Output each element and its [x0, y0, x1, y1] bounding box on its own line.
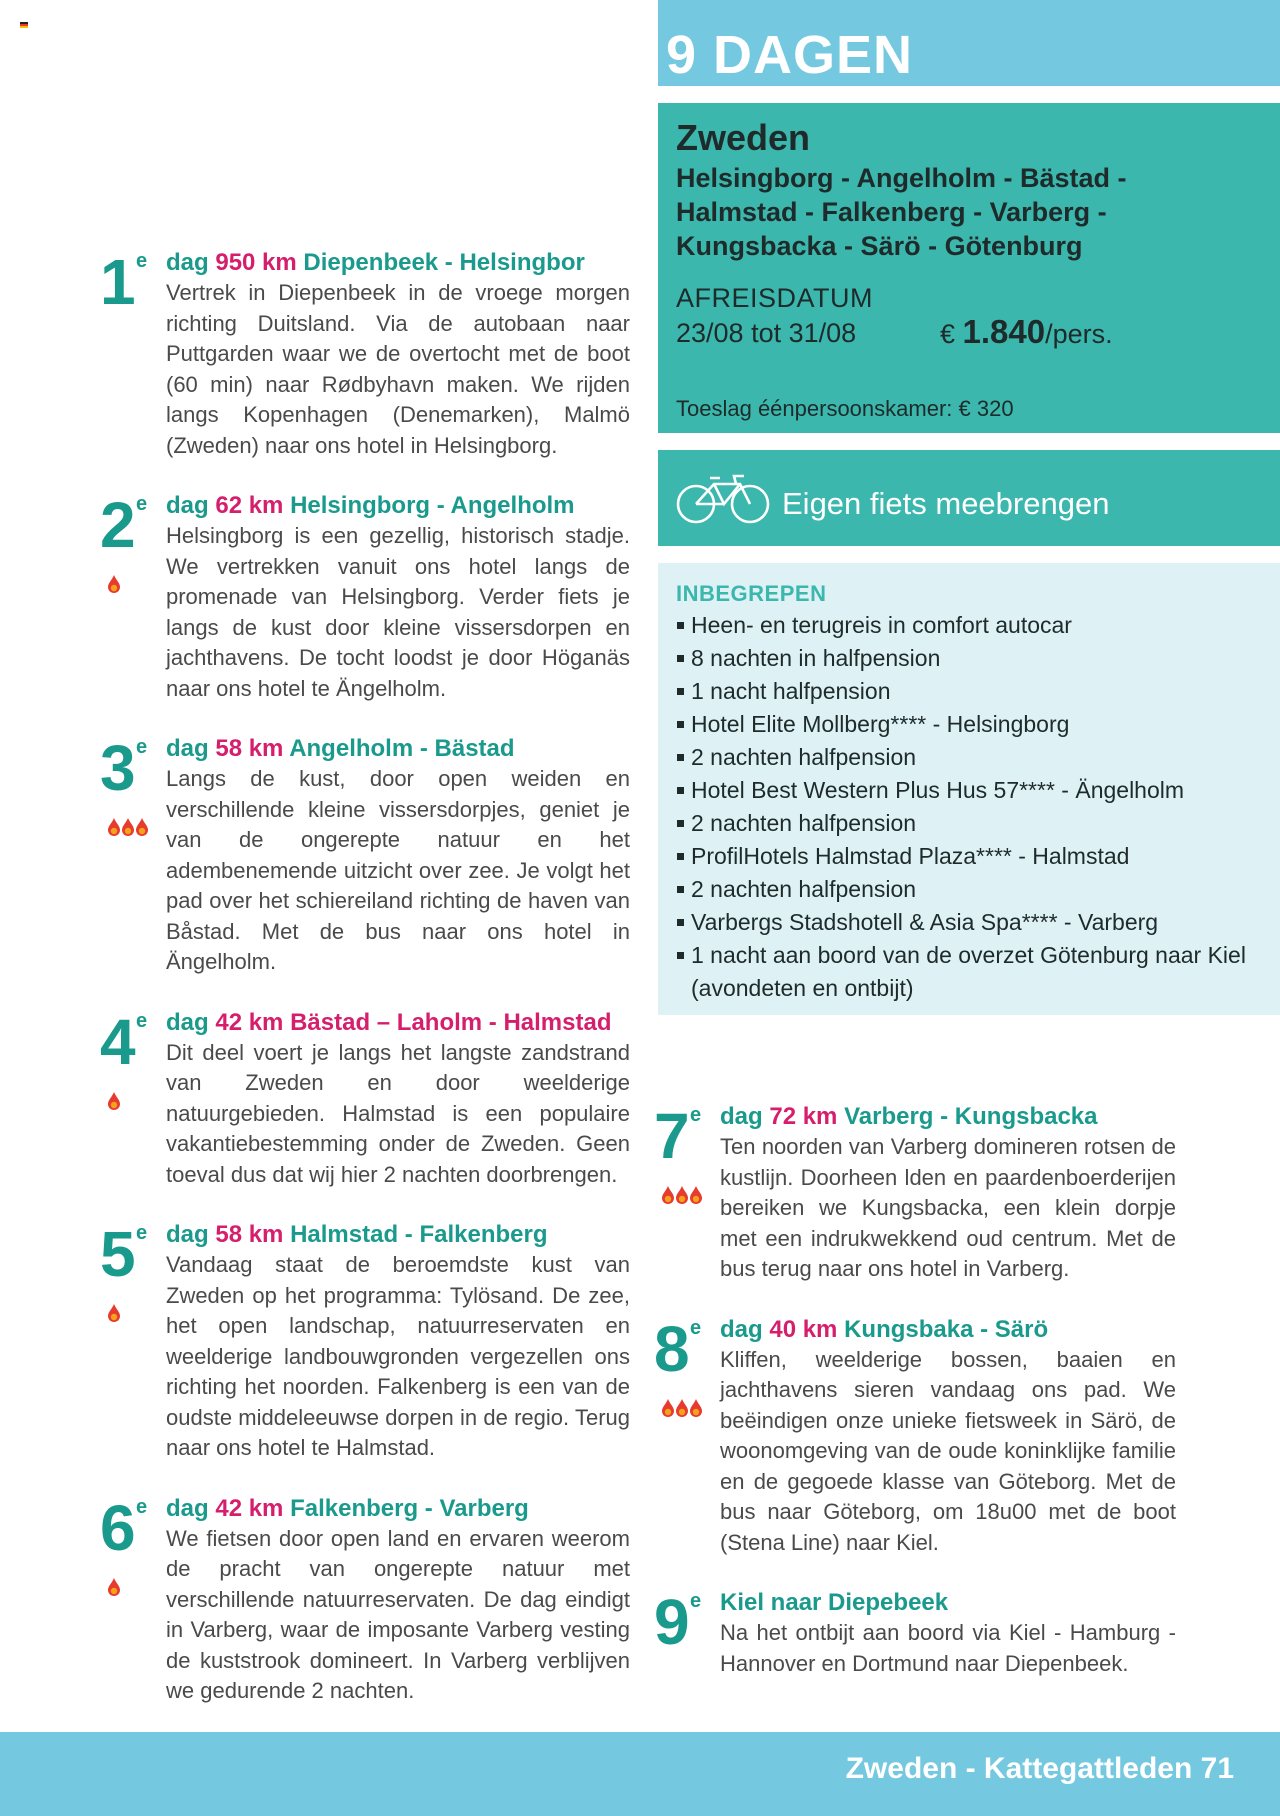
included-item: 2 nachten halfpension: [676, 873, 1276, 906]
day-word: dag: [166, 1221, 209, 1248]
difficulty-rating: [108, 1578, 120, 1596]
day-route: Bästad – Laholm - Halmstad: [290, 1008, 612, 1036]
included-item: 1 nacht halfpension: [676, 675, 1276, 708]
day-suffix: e: [136, 493, 148, 515]
day-description: Na het ontbijt aan boord via Kiel - Hamburg - Hannover en Dortmund naar Diepenbeek.: [720, 1620, 1176, 1676]
flame-icon: [676, 1186, 688, 1204]
day-suffix: e: [690, 1104, 702, 1126]
footer-label: Zweden - Kattegattleden 71: [845, 1752, 1234, 1785]
day-route: Kungsbaka - Särö: [844, 1315, 1049, 1343]
day-suffix: e: [690, 1590, 702, 1612]
day-description: Vertrek in Diepenbeek in de vroege morgen richting Duitsland. Via de autobaan naar Puttgarden waar we de overtocht met de boot (60 min) naar Rødbyhavn maken. We rijden langs Kopenhagen (Denemarken), Malmö (Zweden) naar ons hotel in Helsingborg.: [166, 280, 630, 458]
included-list: [676, 609, 1276, 1005]
day-description: We fietsen door open land en ervaren weerom de pracht van ongerepte natuur met verschillende natuurreservaten. De dag eindigt in Varberg, waar de imposante Varberg vesting de kuststrook domineert. In Varberg verblijven we gedurende 2 nachten.: [166, 1525, 630, 1703]
day-block: [100, 248, 630, 461]
included-heading: INBEGREPEN: [676, 581, 827, 606]
day-number: 6: [100, 1491, 134, 1564]
day-number: 1: [100, 246, 134, 318]
days-banner: [658, 0, 1280, 86]
day-word: dag: [720, 1103, 763, 1130]
included-item: Varbergs Stadshotell & Asia Spa**** - Varberg: [676, 906, 1276, 939]
day-route: Helsingborg - Angelholm: [290, 492, 575, 519]
flame-icon: [662, 1399, 674, 1417]
route-list: Helsingborg - Angelholm - Bästad - Halmstad - Falkenberg - Varberg - Kungsbacka - Särö - Götenburg: [676, 163, 1127, 261]
day-route: Angelholm - Bästad: [289, 735, 515, 762]
day-distance: 58 km: [215, 735, 284, 762]
included-item: ProfilHotels Halmstad Plaza**** - Halmstad: [676, 840, 1276, 873]
day-number: 2: [100, 489, 134, 561]
day-block: [100, 491, 630, 704]
day-word: dag: [166, 249, 209, 276]
day-heading: [166, 491, 630, 521]
included-item: 1 nacht aan boord van de overzet Götenburg naar Kiel (avondeten en ontbijt): [676, 939, 1276, 1005]
included-box: [658, 563, 1280, 1015]
flame-icon: [122, 818, 134, 836]
day-word: dag: [166, 1008, 209, 1036]
day-route: Varberg - Kungsbacka: [844, 1103, 1098, 1130]
day-distance: 40 km: [769, 1315, 838, 1343]
day-heading: [166, 1494, 630, 1524]
day-route: Kiel naar Diepebeek: [720, 1589, 949, 1616]
day-heading: [166, 1008, 630, 1038]
day-number: 4: [100, 1005, 134, 1078]
day-block: [654, 1312, 1176, 1559]
day-description: Ten noorden van Varberg domineren rotsen de kustlijn. Doorheen lden en paardenboerderijen bereiken we Kungsbacka, een klein dorpje met een indrukwekkend oud centrum. Met de bus terug naar ons hotel in Varberg.: [720, 1134, 1176, 1281]
flame-icon: [676, 1399, 688, 1417]
day-heading: [720, 1588, 1176, 1618]
single-supplement: Toeslag éénpersoonskamer: € 320: [676, 396, 1014, 421]
day-heading: [720, 1102, 1176, 1132]
day-heading: [720, 1315, 1176, 1345]
day-number: 5: [100, 1218, 134, 1290]
day-suffix: e: [690, 1316, 702, 1339]
flame-icon: [108, 818, 120, 836]
bicycle-icon: [676, 470, 770, 531]
flame-icon: [690, 1186, 702, 1204]
day-description: Vandaag staat de beroemdste kust van Zweden op het programma: Tylösand. De zee, het open landschap, natuurreservaten en weelderige landbouwgronden vergezellen ons richting het noorden. Falkenberg is een van de oudste middeleeuwse dorpen in de regio. Terug naar ons hotel te Halmstad.: [166, 1252, 630, 1460]
included-item: Heen- en terugreis in comfort autocar: [676, 609, 1276, 642]
included-item: 2 nachten halfpension: [676, 741, 1276, 774]
day-suffix: e: [136, 736, 148, 758]
day-number: 3: [100, 732, 134, 804]
price: € 1.840/pers.: [940, 313, 1113, 350]
itinerary-right: [654, 1102, 1176, 1709]
flag-icon: [20, 22, 28, 28]
day-description: Kliffen, weelderige bossen, baaien en jachthavens sieren vandaag ons pad. We beëindigen onze unieke fietsweek in Särö, de woonomgeving van de oude koninklijke familie en de gegoede klasse van Göteborg. Met de bus naar Göteborg, om 18u00 met de boot (Stena Line) naar Kiel.: [720, 1346, 1176, 1555]
day-route: Halmstad - Falkenberg: [290, 1221, 548, 1248]
day-heading: [166, 734, 630, 764]
day-number: 9: [654, 1586, 688, 1658]
flame-icon: [108, 1578, 120, 1596]
price-value: 1.840: [962, 313, 1046, 350]
difficulty-rating: [662, 1399, 702, 1417]
day-word: dag: [166, 492, 209, 519]
included-item: Hotel Elite Mollberg**** - Helsingborg: [676, 708, 1276, 741]
country-title: Zweden: [676, 117, 811, 158]
day-description: Helsingborg is een gezellig, historisch stadje. We vertrekken vanuit ons hotel langs de promenade van Helsingborg. Verder fiets je langs de kust door kleine vissersdorpen en jachthavens. De tocht loodst je door Höganäs naar ons hotel te Ängelholm.: [166, 523, 630, 701]
day-block: [100, 734, 630, 978]
day-heading: [166, 1220, 630, 1250]
day-block: [100, 1491, 630, 1707]
flame-icon: [662, 1186, 674, 1204]
flame-icon: [108, 1304, 120, 1322]
day-distance: 72 km: [769, 1103, 838, 1130]
day-distance: 950 km: [215, 249, 297, 276]
difficulty-rating: [108, 575, 120, 593]
day-suffix: e: [136, 1495, 148, 1518]
day-suffix: e: [136, 250, 148, 272]
difficulty-rating: [108, 1092, 120, 1110]
day-description: Langs de kust, door open weiden en verschillende kleine vissersdorpjes, geniet je van de ongerepte natuur en het adembenemende uitzicht over zee. Je volgt het pad over het schiereiland richting de haven van Båstad. Met de bus naar ons hotel in Ängelholm.: [166, 766, 630, 974]
included-item: 2 nachten halfpension: [676, 807, 1276, 840]
departure-label: AFREISDATUM: [676, 283, 874, 313]
day-distance: 58 km: [215, 1221, 284, 1248]
day-block: [100, 1005, 630, 1191]
day-word: dag: [166, 1494, 209, 1522]
days-label: 9 DAGEN: [666, 25, 914, 85]
day-distance: 42 km: [215, 1494, 284, 1522]
day-word: dag: [166, 735, 209, 762]
day-heading: [166, 248, 630, 278]
day-block: [654, 1588, 1176, 1679]
day-number: 8: [654, 1312, 688, 1385]
day-block: [100, 1220, 630, 1464]
difficulty-rating: [108, 1304, 120, 1322]
day-suffix: e: [136, 1222, 148, 1244]
page-footer: [0, 1732, 1280, 1816]
itinerary-left: [100, 248, 630, 1737]
day-number: 7: [654, 1100, 688, 1172]
day-distance: 42 km: [215, 1008, 284, 1036]
included-item: 8 nachten in halfpension: [676, 642, 1276, 675]
day-block: [654, 1102, 1176, 1285]
bike-label: Eigen fiets meebrengen: [782, 486, 1110, 521]
difficulty-rating: [662, 1186, 702, 1204]
flame-icon: [108, 575, 120, 593]
day-suffix: e: [136, 1009, 148, 1032]
day-description: Dit deel voert je langs het langste zandstrand van Zweden en door weelderige natuurgebieden. Halmstad is een populaire vakantiebestemming onder de Zweden. Geen toeval dus dat wij hier 2 nachten doorbrengen.: [166, 1039, 630, 1187]
day-distance: 62 km: [215, 492, 284, 519]
flame-icon: [690, 1399, 702, 1417]
day-word: dag: [720, 1315, 763, 1343]
day-route: Diepenbeek - Helsingbor: [303, 249, 585, 276]
trip-summary: [658, 103, 1280, 433]
included-item: Hotel Best Western Plus Hus 57**** - Ängelholm: [676, 774, 1276, 807]
difficulty-rating: [108, 818, 148, 836]
bike-notice: [658, 450, 1280, 546]
flame-icon: [108, 1092, 120, 1110]
flame-icon: [136, 818, 148, 836]
departure-dates: 23/08 tot 31/08: [676, 318, 857, 348]
day-route: Falkenberg - Varberg: [290, 1494, 529, 1522]
